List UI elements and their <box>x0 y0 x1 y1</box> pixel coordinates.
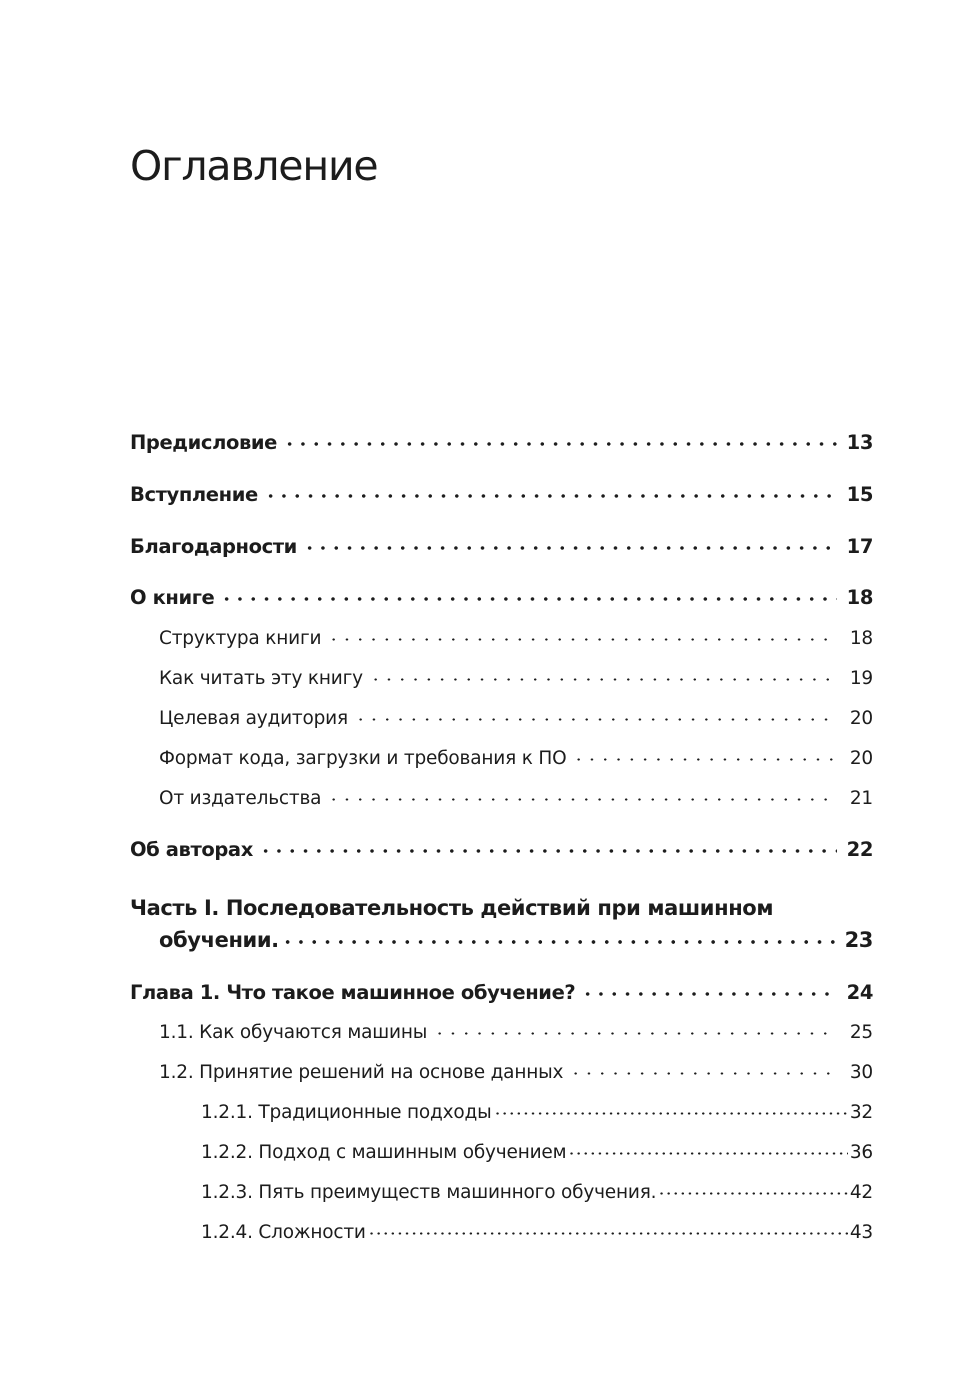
toc-entry-label: обучении. <box>159 928 279 952</box>
toc-page-number: 42 <box>849 1181 873 1203</box>
toc-entry-label: 1.2.4. Сложности <box>201 1221 366 1243</box>
toc-entry-subsection-1-2-2[interactable] <box>201 1139 873 1162</box>
toc-page-number: 25 <box>849 1021 873 1043</box>
toc-entry-label: Глава 1. Что такое машинное обучение? <box>130 980 576 1004</box>
toc-entry-label: Об авторах <box>130 837 253 861</box>
toc-page-number: 36 <box>849 1141 873 1163</box>
toc-entry-chapter1[interactable] <box>130 979 873 1002</box>
toc-entry-target-audience[interactable] <box>159 705 873 728</box>
toc-page-number: 13 <box>846 430 873 454</box>
toc-entry-subsection-1-2-4[interactable] <box>201 1219 873 1242</box>
toc-entry-acknowledgements[interactable] <box>130 533 873 556</box>
toc-entry-about-authors[interactable] <box>130 836 873 859</box>
dot-leader <box>658 1179 848 1198</box>
dot-leader <box>281 926 839 947</box>
toc-entry-label: Структура книги <box>159 627 322 649</box>
toc-entry-label: Формат кода, загрузки и требования к ПО <box>159 747 567 769</box>
toc-entry-section-1-1[interactable] <box>159 1019 873 1042</box>
dot-leader <box>368 1219 848 1238</box>
dot-leader <box>369 665 837 684</box>
dot-leader <box>220 584 837 604</box>
toc-entry-label: Предисловие <box>130 430 277 454</box>
toc-page-number: 24 <box>846 980 873 1004</box>
dot-leader <box>572 745 837 764</box>
toc-entry-label: Вступление <box>130 482 258 506</box>
page-title: Оглавление <box>130 142 378 190</box>
toc-page-number: 30 <box>849 1061 873 1083</box>
dot-leader <box>259 836 837 856</box>
toc-page-number: 20 <box>849 707 873 729</box>
toc-page-number: 18 <box>846 585 873 609</box>
toc-entry-label: Благодарности <box>130 534 297 558</box>
toc-entry-part1[interactable] <box>159 926 873 951</box>
dot-leader <box>354 705 837 724</box>
toc-entry-introduction[interactable] <box>130 481 873 504</box>
toc-part-heading[interactable]: Часть I. Последовательность действий при машинном <box>130 896 774 920</box>
toc-entry-how-to-read[interactable] <box>159 665 873 688</box>
dot-leader <box>581 979 837 999</box>
toc-page-number: 21 <box>849 787 873 809</box>
dot-leader <box>433 1019 837 1038</box>
toc-page-number: 19 <box>849 667 873 689</box>
toc-entry-label: 1.2. Принятие решений на основе данных <box>159 1061 564 1083</box>
dot-leader <box>494 1099 848 1118</box>
dot-leader <box>283 429 837 449</box>
toc-entry-about-book[interactable] <box>130 584 873 607</box>
toc-entry-section-1-2[interactable] <box>159 1059 873 1082</box>
toc-entry-label: О книге <box>130 585 215 609</box>
dot-leader <box>327 785 837 804</box>
toc-page-number: 20 <box>849 747 873 769</box>
toc-entry-subsection-1-2-1[interactable] <box>201 1099 873 1122</box>
toc-page-number: 17 <box>846 534 873 558</box>
dot-leader <box>264 481 837 501</box>
toc-entry-label: От издательства <box>159 787 322 809</box>
toc-entry-preface[interactable] <box>130 429 873 452</box>
toc-page-number: 23 <box>844 928 873 952</box>
toc-entry-subsection-1-2-3[interactable] <box>201 1179 873 1202</box>
toc-entry-book-structure[interactable] <box>159 625 873 648</box>
dot-leader <box>569 1059 837 1078</box>
toc-entry-label: Целевая аудитория <box>159 707 348 729</box>
dot-leader <box>303 533 837 553</box>
toc-entry-label: 1.2.1. Традиционные подходы <box>201 1101 492 1123</box>
toc-entry-label: 1.2.2. Подход с машинным обучением <box>201 1141 567 1163</box>
toc-page-number: 15 <box>846 482 873 506</box>
toc-entry-label: 1.1. Как обучаются машины <box>159 1021 428 1043</box>
toc-page-number: 43 <box>849 1221 873 1243</box>
toc-page-number: 18 <box>849 627 873 649</box>
toc-entry-label: Как читать эту книгу <box>159 667 363 689</box>
toc-entry-from-publisher[interactable] <box>159 785 873 808</box>
dot-leader <box>327 625 837 644</box>
dot-leader <box>568 1139 847 1158</box>
toc-entry-code-format[interactable] <box>159 745 873 768</box>
toc-page-number: 22 <box>846 837 873 861</box>
toc-page-number: 32 <box>849 1101 873 1123</box>
toc-entry-label: 1.2.3. Пять преимуществ машинного обучения. <box>201 1181 657 1203</box>
